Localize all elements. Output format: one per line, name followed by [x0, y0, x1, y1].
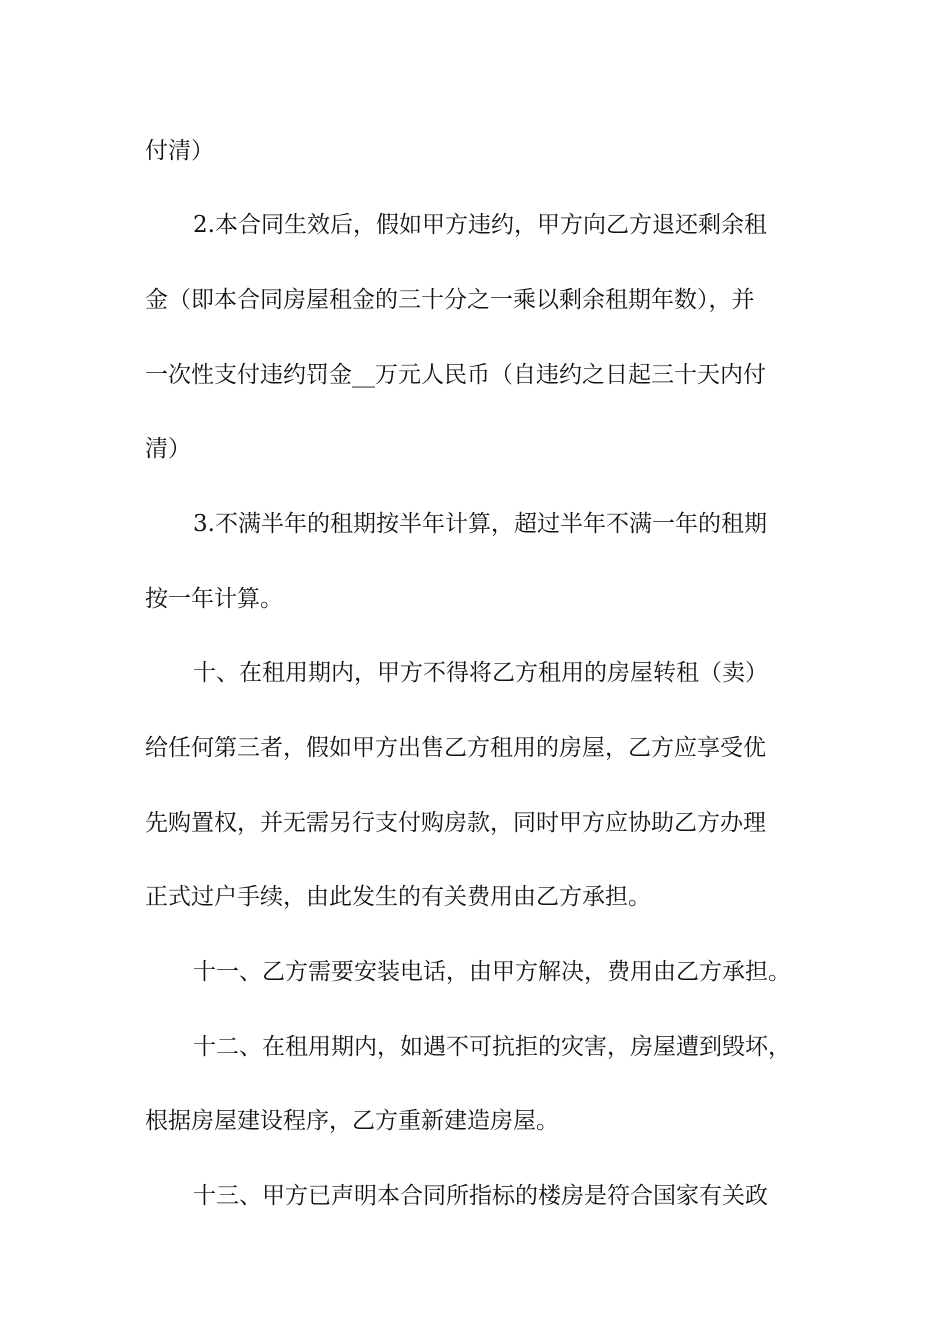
text-line: 按一年计算。 [145, 586, 283, 612]
text-line: 正式过户手续，由此发生的有关费用由乙方承担。 [145, 884, 651, 910]
text-line: 2.本合同生效后，假如甲方违约，甲方向乙方退还剩余租 [193, 212, 767, 238]
text-line: 根据房屋建设程序，乙方重新建造房屋。 [145, 1108, 559, 1134]
text-line: 清） [145, 436, 191, 462]
text-line: 一次性支付违约罚金__万元人民币（自违约之日起三十天内付 [145, 362, 766, 388]
text-line: 先购置权，并无需另行支付购房款，同时甲方应协助乙方办理 [145, 810, 766, 836]
text-line: 十一、乙方需要安装电话，由甲方解决，费用由乙方承担。 [193, 959, 791, 985]
text-line: 十、在租用期内，甲方不得将乙方租用的房屋转租（卖） [193, 660, 768, 686]
text-line: 3.不满半年的租期按半年计算，超过半年不满一年的租期 [193, 511, 767, 537]
text-line: 付清） [145, 138, 214, 164]
text-line: 金（即本合同房屋租金的三十分之一乘以剩余租期年数），并 [145, 287, 755, 313]
text-line: 十三、甲方已声明本合同所指标的楼房是符合国家有关政 [193, 1183, 768, 1209]
text-line: 给任何第三者，假如甲方出售乙方租用的房屋，乙方应享受优 [145, 735, 766, 761]
text-line: 十二、在租用期内，如遇不可抗拒的灾害，房屋遭到毁坏， [193, 1034, 791, 1060]
